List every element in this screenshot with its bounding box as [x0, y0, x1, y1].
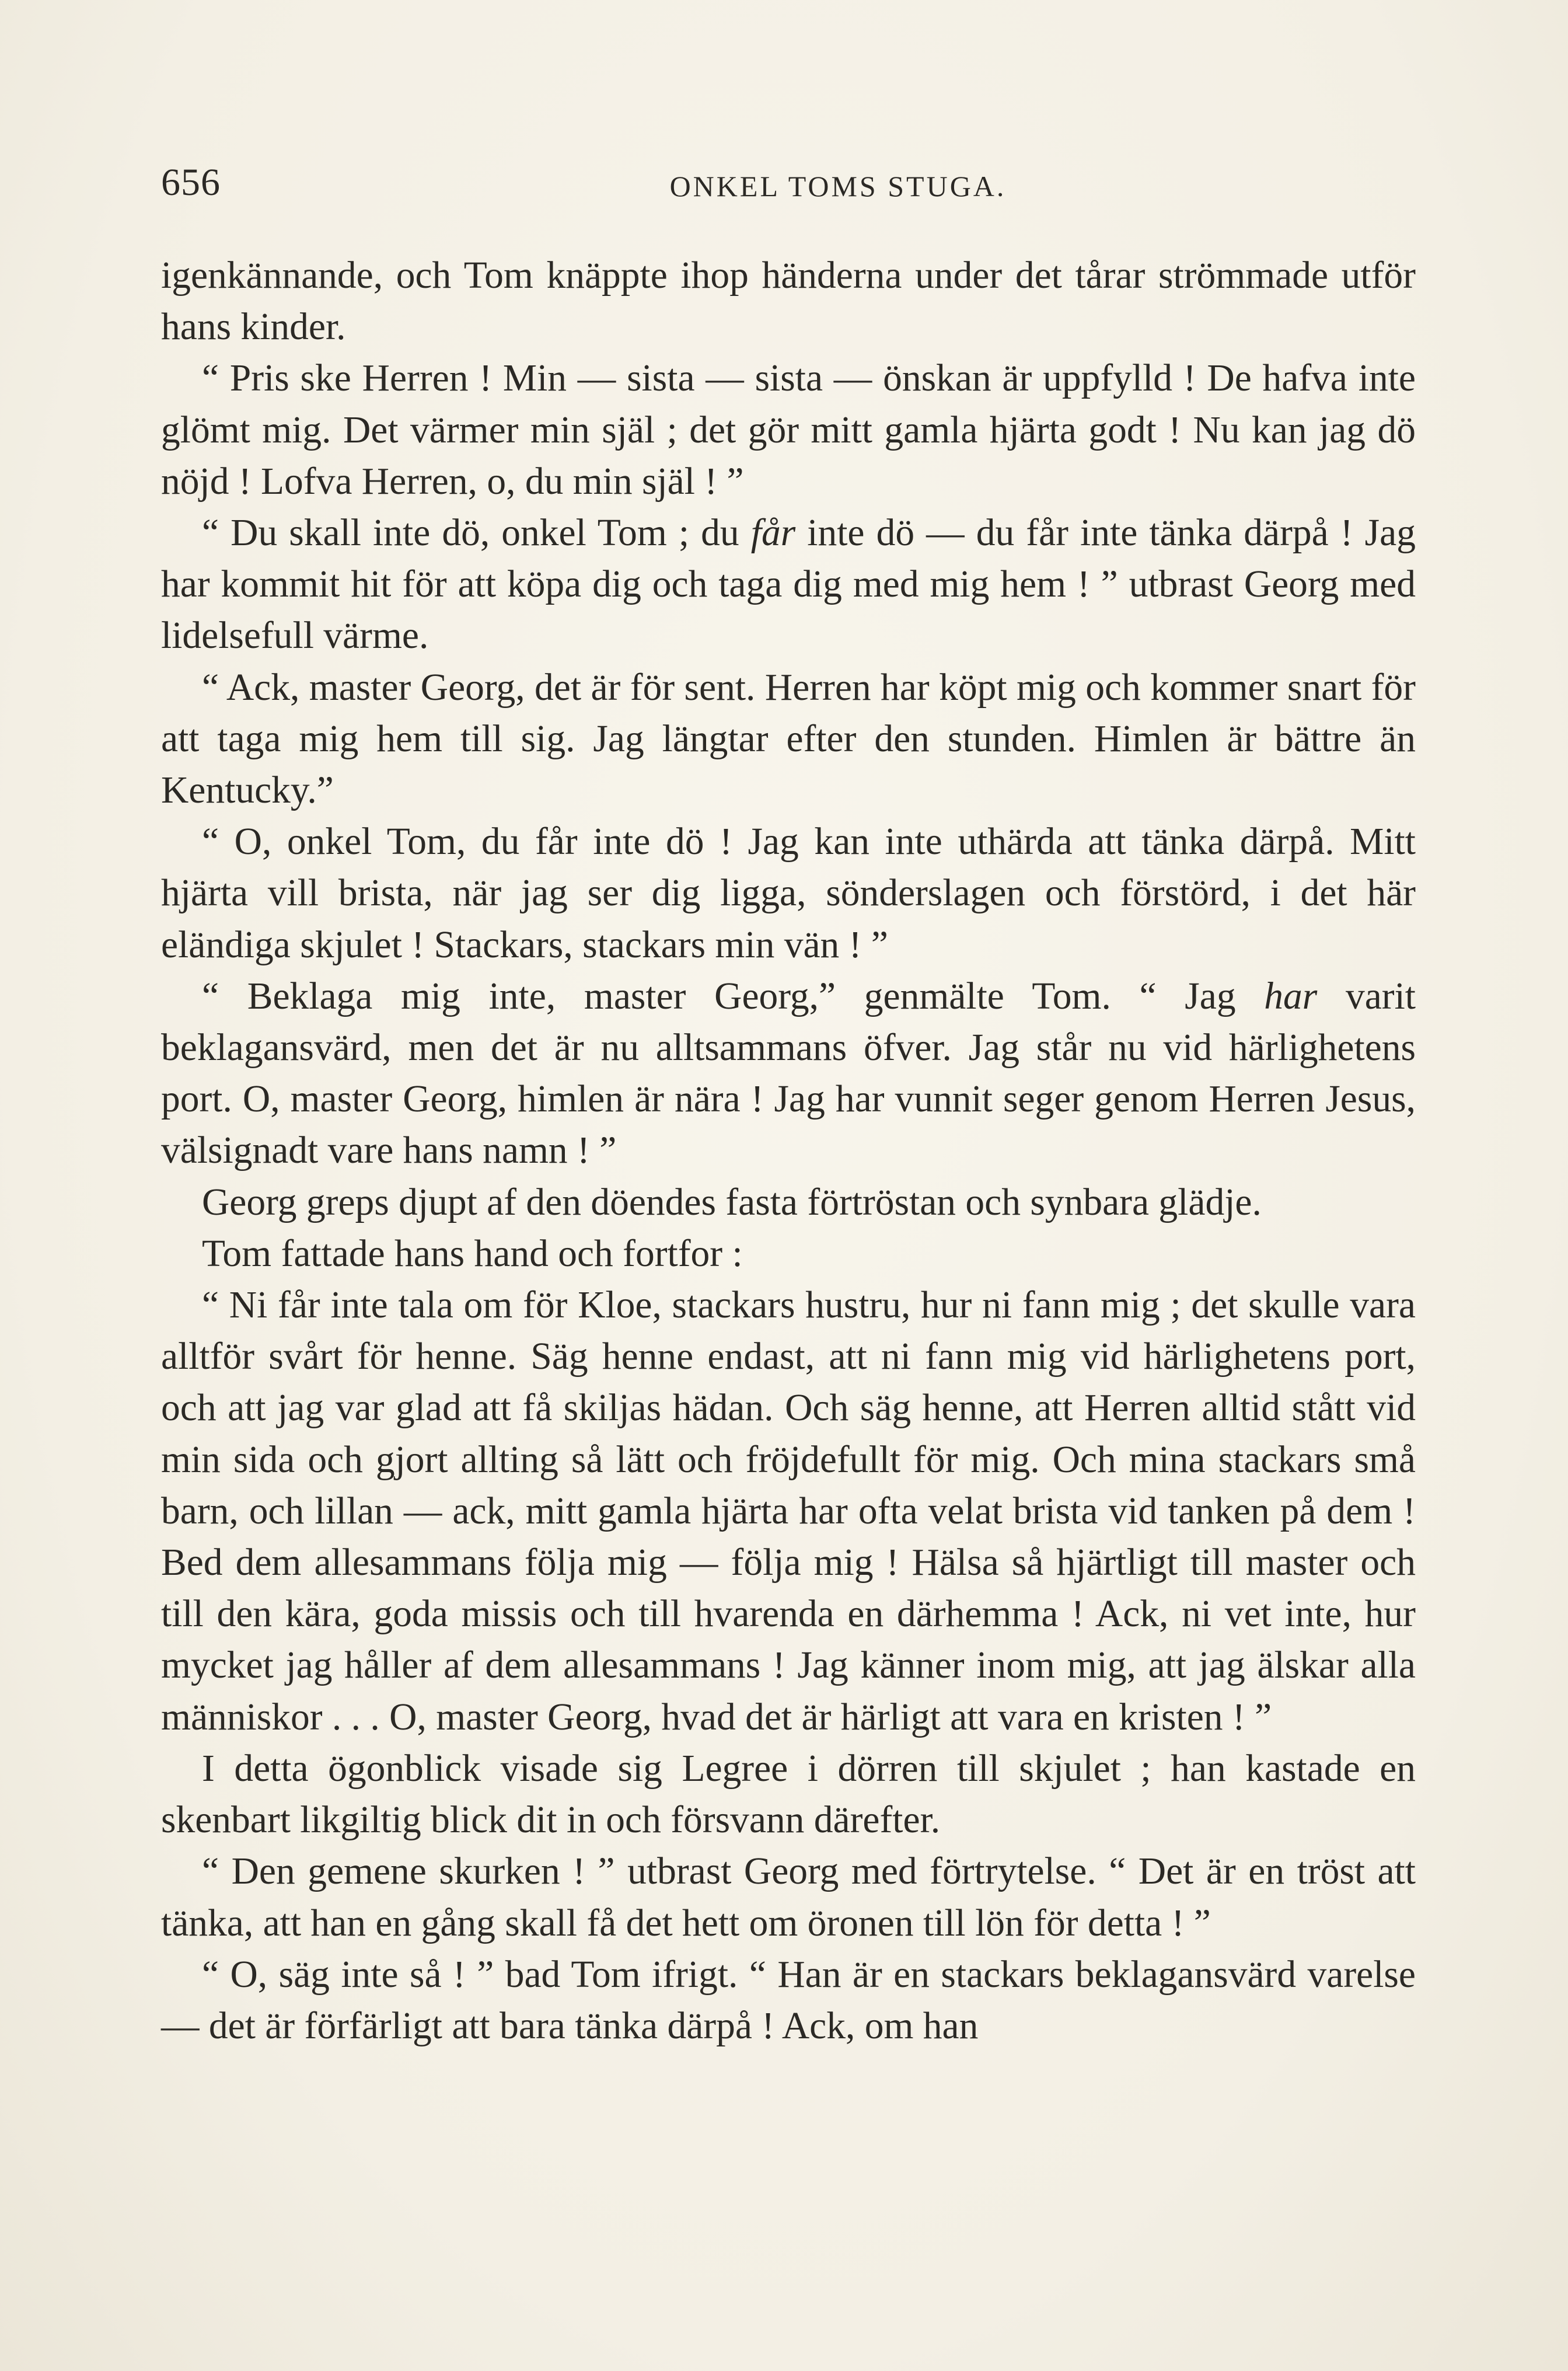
emphasis: har [1264, 975, 1318, 1017]
paragraph [161, 1177, 1416, 1228]
paragraph [161, 971, 1416, 1177]
emphasis: får [750, 512, 796, 555]
text-run: “ Pris ske Herren ! Min — sista — sista — önskan är uppfylld ! De hafva inte glömt mig. Det värmer min själ ; det gör mitt gamla hjärta godt ! Nu kan jag dö nöjd ! Lofva Herren, o, du min själ ! ” [161, 357, 1416, 503]
running-title: ONKEL TOMS STUGA. [669, 170, 1007, 203]
paragraph [161, 1279, 1416, 1743]
text-run: inte dö — du får inte tänka därpå ! Jag har kommit hit för att köpa dig och taga dig med mig hem ! ” utbrast Georg med lidelsefull värme. [161, 512, 1416, 657]
text-run: “ Den gemene skurken ! ” utbrast Georg med förtrytelse. “ Det är en tröst att tänka, att han en gång skall få det hett om öronen till lön för detta ! ” [161, 1850, 1416, 1944]
text-run: I detta ögonblick visade sig Legree i dörren till skjulet ; han kastade en skenbart likgiltig blick dit in och försvann därefter. [161, 1747, 1416, 1842]
body-text [161, 250, 1416, 2052]
paragraph [161, 507, 1416, 662]
page-header [161, 156, 1416, 209]
paragraph [161, 1846, 1416, 1948]
page-number: 656 [161, 161, 221, 204]
text-run: Georg greps djupt af den döendes fasta förtröstan och synbara glädje. [202, 1181, 1262, 1223]
text-run: “ O, säg inte så ! ” bad Tom ifrigt. “ Han är en stackars beklagansvärd varelse — det är förfärligt att bara tänka därpå ! Ack, om han [161, 1953, 1416, 2047]
text-run: “ Beklaga mig inte, master Georg,” genmälte Tom. “ Jag [202, 975, 1265, 1017]
text-run: igenkännande, och Tom knäppte ihop händerna under det tårar strömmade utför hans kinder. [161, 254, 1416, 348]
text-run: “ Ack, master Georg, det är för sent. Herren har köpt mig och kommer snart för att taga mig hem till sig. Jag längtar efter den stunden. Himlen är bättre än Kentucky.” [161, 666, 1416, 812]
text-run: Tom fattade hans hand och fortfor : [202, 1232, 743, 1275]
text-run: varit beklagansvärd, men det är nu alltsammans öfver. Jag står nu vid härlighetens port. O, master Georg, himlen är nära ! Jag har vunnit seger genom Herren Jesus, välsignadt vare hans namn ! ” [161, 975, 1416, 1172]
paragraph [161, 1743, 1416, 1846]
text-run: “ O, onkel Tom, du får inte dö ! Jag kan inte uthärda att tänka därpå. Mitt hjärta vill brista, när jag ser dig ligga, sönderslagen och förstörd, i det här eländiga skjulet ! Stackars, stackars min vän ! ” [161, 821, 1416, 966]
paragraph [161, 816, 1416, 971]
paragraph [161, 1228, 1416, 1279]
paragraph [161, 353, 1416, 507]
paragraph [161, 250, 1416, 353]
text-run: “ Ni får inte tala om för Kloe, stackars hustru, hur ni fann mig ; det skulle vara alltför svårt för henne. Säg henne endast, att ni fann mig vid härlighetens port, och att jag var glad att få skiljas hädan. Och säg henne, att Herren alltid stått vid min sida och gjort allting så lätt och fröjdefullt för mig. Och mina stackars små barn, och lillan — ack, mitt gamla hjärta har ofta velat brista vid tanken på dem ! Bed dem allesammans följa mig — följa mig ! Hälsa så hjärtligt till master och till den kära, goda missis och till hvarenda en därhemma ! Ack, ni vet inte, hur mycket jag håller af dem allesammans ! Jag känner inom mig, att jag älskar alla människor . . . O, master Georg, hvad det är härligt att vara en kristen ! ” [161, 1284, 1416, 1738]
paragraph [161, 1949, 1416, 2052]
text-run: “ Du skall inte dö, onkel Tom ; du [202, 512, 751, 555]
paragraph [161, 662, 1416, 817]
